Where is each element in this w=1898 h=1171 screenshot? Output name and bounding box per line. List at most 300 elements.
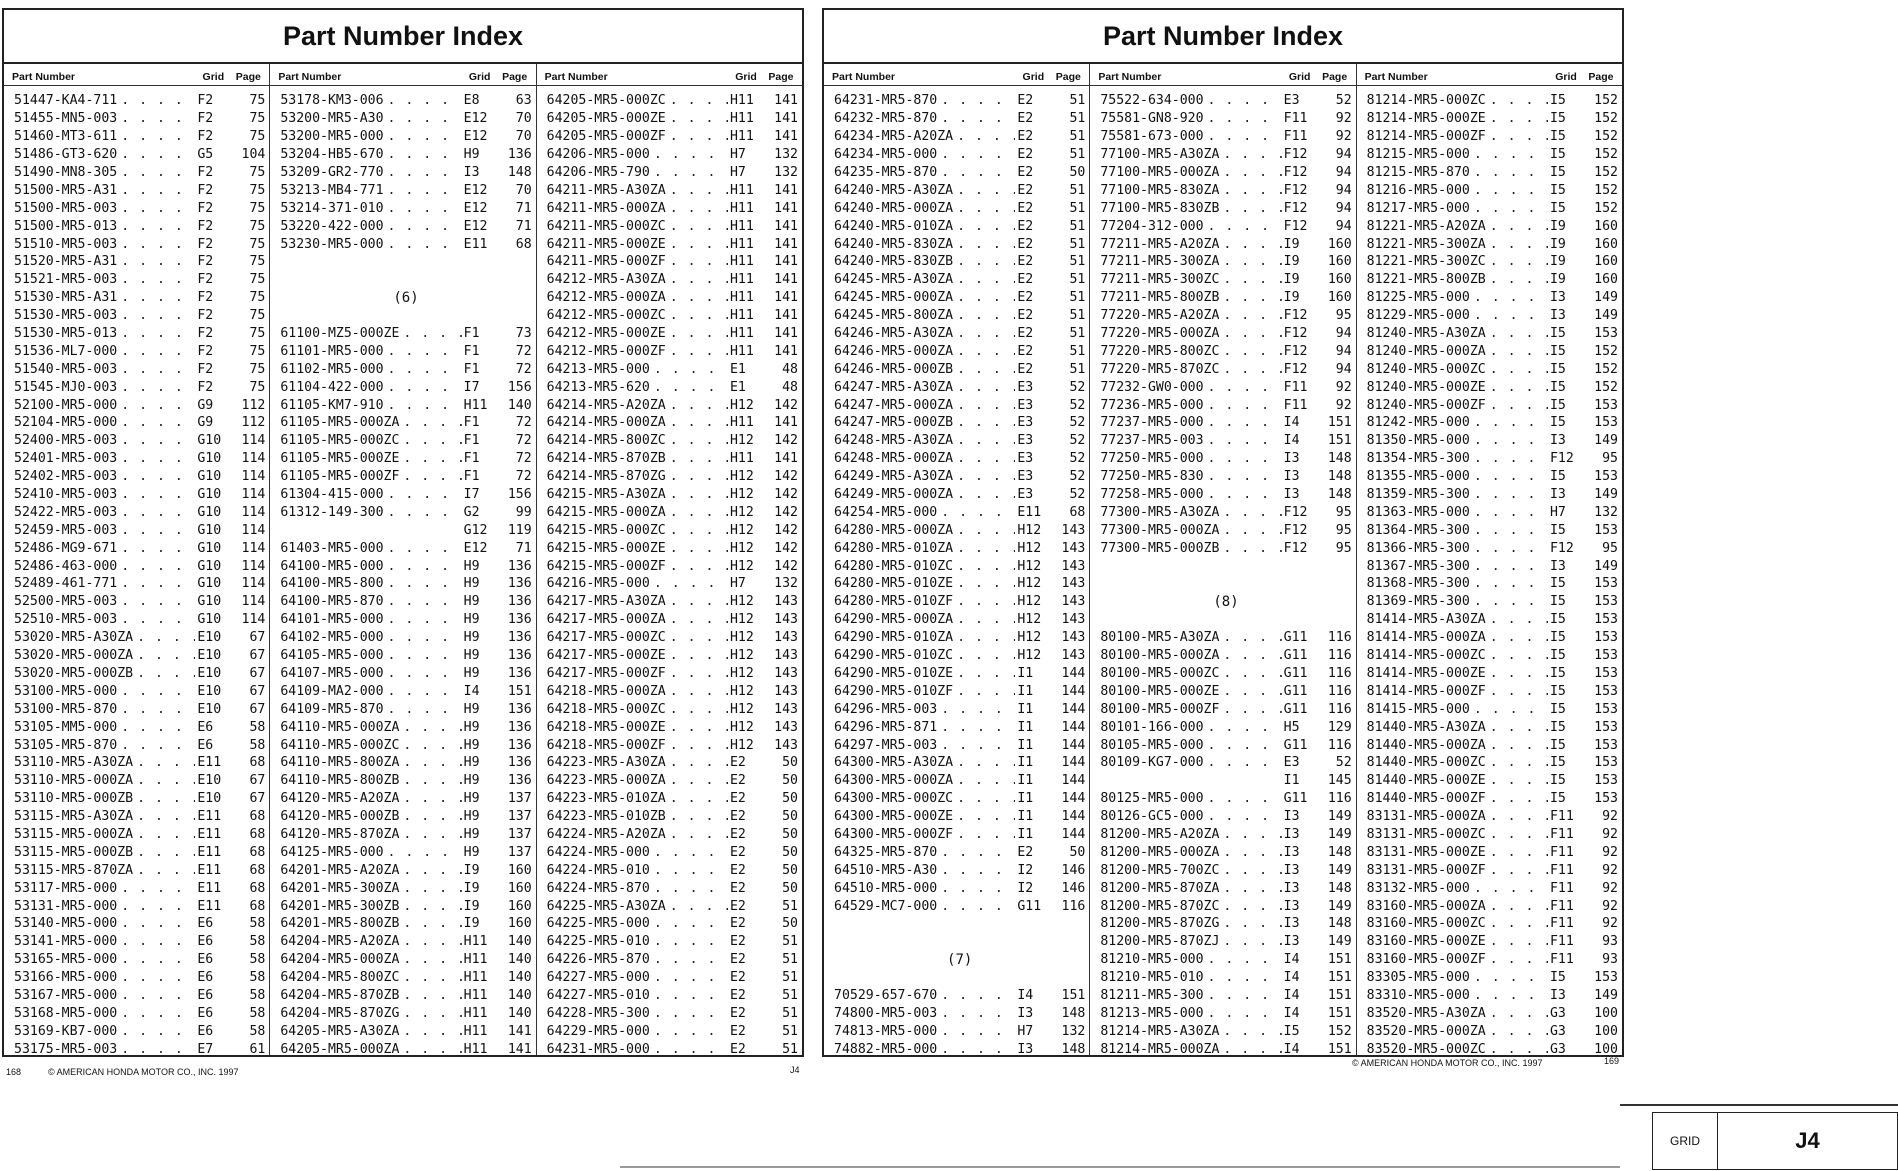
page-ref: 142	[774, 397, 798, 413]
part-number: 61105-MR5-000ZF	[280, 469, 400, 485]
part-number: 64215-MR5-000ZA	[546, 504, 666, 520]
grid-ref: E6	[197, 952, 214, 968]
leader-dots	[399, 433, 461, 448]
grid-ref: E3	[1017, 469, 1034, 485]
table-row	[1357, 1004, 1622, 1022]
page-ref: 152	[1594, 93, 1618, 109]
table-row	[537, 879, 802, 897]
grid-ref: F11	[1549, 952, 1574, 968]
part-number: 64201-MR5-A20ZA	[280, 862, 400, 878]
page-ref: 148	[1327, 844, 1352, 860]
table-row	[4, 754, 269, 772]
table-row	[824, 199, 1089, 217]
part-number: 61312-149-300	[280, 504, 384, 520]
table-row	[4, 843, 269, 861]
part-number: 81240-MR5-A30ZA	[1366, 326, 1486, 342]
leader-dots	[1219, 254, 1281, 269]
table-row	[1090, 718, 1355, 736]
table-row	[270, 342, 535, 360]
page-ref: 75	[249, 343, 266, 359]
leader-dots	[399, 863, 461, 878]
part-number: 53230-MR5-000	[280, 236, 384, 252]
table-row	[1357, 503, 1622, 521]
page-ref: 153	[1594, 773, 1618, 789]
leader-dots	[650, 988, 728, 1003]
footer-copyright: © AMERICAN HONDA MOTOR CO., INC. 1997	[1352, 1058, 1543, 1068]
page-ref: 92	[1602, 916, 1618, 932]
grid-ref: I5	[1549, 111, 1566, 127]
part-number: 81440-MR5-000ZC	[1366, 755, 1486, 771]
table-row	[270, 718, 535, 736]
leader-dots	[666, 559, 728, 574]
page-ref: 148	[1061, 1041, 1086, 1055]
grid-ref: H12	[729, 522, 754, 538]
page-ref: 75	[249, 129, 266, 145]
grid-ref: H7	[729, 165, 746, 180]
header-part-number: Part Number	[1364, 71, 1428, 83]
table-row	[270, 539, 535, 557]
page-ref: 144	[1061, 809, 1086, 825]
table-row	[1357, 539, 1622, 557]
part-number: 64212-MR5-000ZC	[546, 308, 666, 324]
leader-dots	[953, 827, 1015, 842]
leader-dots	[1204, 1006, 1282, 1021]
leader-dots	[1219, 702, 1281, 717]
grid-ref: E2	[1017, 218, 1034, 234]
part-number: 81240-MR5-000ZF	[1366, 397, 1486, 413]
grid-ref: F12	[1283, 182, 1308, 198]
table-row	[270, 593, 535, 611]
leader-dots	[117, 111, 195, 126]
page-ref: 149	[1327, 809, 1352, 825]
page-ref: 142	[774, 558, 798, 574]
grid-ref: E12	[463, 129, 488, 145]
page-ref: 149	[1594, 487, 1618, 503]
part-number: 77250-MR5-830	[1100, 469, 1204, 485]
leader-dots	[1204, 111, 1282, 126]
table-row	[824, 110, 1089, 128]
table-row	[1357, 861, 1622, 879]
table-row	[270, 790, 535, 808]
page-ref: 58	[249, 1023, 266, 1039]
part-number: 77232-GW0-000	[1100, 379, 1204, 395]
part-number: 64240-MR5-010ZA	[834, 218, 954, 234]
leader-dots	[133, 791, 195, 806]
leader-dots	[1204, 755, 1282, 770]
grid-ref: I5	[1549, 630, 1566, 646]
grid-ref: H7	[729, 576, 746, 592]
grid-ref: I7	[463, 379, 480, 395]
table-row	[4, 342, 269, 360]
part-number: 81221-MR5-300ZC	[1366, 254, 1486, 270]
part-number: 81229-MR5-000	[1366, 308, 1470, 324]
part-number: 61105-MR5-000ZA	[280, 415, 400, 431]
leader-dots	[1470, 469, 1548, 484]
table-row	[270, 575, 535, 593]
table-row	[270, 647, 535, 665]
leader-dots	[1486, 648, 1548, 663]
page-ref: 140	[507, 934, 532, 950]
page-ref: 52	[1069, 415, 1086, 431]
grid-ref: H9	[463, 791, 480, 807]
part-number: 64205-MR5-000ZF	[546, 129, 666, 145]
page-ref: 67	[249, 648, 266, 664]
part-number: 51530-MR5-A31	[14, 290, 118, 306]
leader-dots	[666, 219, 728, 234]
grid-ref: I5	[1549, 343, 1566, 359]
grid-ref: I5	[1549, 147, 1566, 163]
table-row	[1357, 736, 1622, 754]
page-ref: 51	[782, 952, 798, 968]
table-row	[824, 539, 1089, 557]
page-ref: 144	[1061, 773, 1086, 789]
leader-dots	[117, 612, 195, 627]
leader-dots	[1470, 147, 1548, 162]
grid-ref: H12	[729, 504, 754, 520]
table-row	[1090, 736, 1355, 754]
grid-ref: G10	[197, 451, 222, 467]
part-number: 64280-MR5-010ZF	[834, 594, 954, 610]
part-number: 81364-MR5-300	[1366, 522, 1470, 538]
page-ref: 51	[782, 898, 798, 914]
grid-ref: I4	[1283, 1005, 1300, 1021]
grid-ref: I1	[1017, 826, 1034, 842]
leader-dots	[953, 290, 1015, 305]
part-number: 81215-MR5-000	[1366, 147, 1470, 163]
table-row	[1090, 647, 1355, 665]
page-ref: 51	[1069, 272, 1086, 288]
table-row	[537, 164, 802, 182]
table-row	[270, 164, 535, 182]
table-row	[537, 325, 802, 343]
grid-ref: E7	[197, 1041, 214, 1055]
leader-dots	[117, 916, 195, 931]
table-row	[1090, 861, 1355, 879]
table-row	[1090, 772, 1355, 790]
part-number: 64280-MR5-010ZC	[834, 558, 954, 574]
grid-ref: E2	[729, 987, 746, 1003]
table-row	[4, 325, 269, 343]
grid-ref: E2	[729, 916, 746, 932]
leader-dots	[953, 380, 1015, 395]
grid-ref: F11	[1549, 880, 1574, 896]
part-number: 53020-MR5-000ZA	[14, 648, 134, 664]
leader-dots	[1486, 93, 1548, 108]
part-number: 64218-MR5-000ZC	[546, 701, 666, 717]
leader-dots	[666, 612, 728, 627]
grid-ref: E2	[729, 1023, 746, 1039]
part-number: 83131-MR5-000ZF	[1366, 862, 1486, 878]
grid-ref: I1	[1017, 737, 1034, 753]
page-ref: 151	[1327, 415, 1352, 431]
page-ref: 141	[774, 182, 798, 198]
table-row	[537, 575, 802, 593]
grid-ref: I1	[1017, 809, 1034, 825]
grid-ref: I5	[1549, 576, 1566, 592]
part-number: 64212-MR5-000ZA	[546, 290, 666, 306]
page-ref: 142	[774, 504, 798, 520]
leader-dots	[1486, 398, 1548, 413]
grid-ref: G5	[197, 147, 214, 163]
grid-ref: I5	[1549, 594, 1566, 610]
table-row	[537, 897, 802, 915]
page-ref: 140	[507, 952, 532, 968]
part-number: 64120-MR5-000ZB	[280, 809, 400, 825]
grid-ref: F11	[1549, 844, 1574, 860]
part-number: 61104-422-000	[280, 379, 384, 395]
leader-dots	[384, 219, 462, 234]
page-ref: 58	[249, 987, 266, 1003]
part-number: 64213-MR5-000	[546, 361, 650, 377]
grid-ref: I9	[1549, 254, 1566, 270]
grid-ref: I1	[1017, 791, 1034, 807]
grid-ref: E3	[1283, 93, 1300, 109]
part-number: 61304-415-000	[280, 487, 384, 503]
page-ref: 153	[1594, 970, 1618, 986]
leader-dots	[1486, 755, 1548, 770]
part-number: 64214-MR5-870ZB	[546, 451, 666, 467]
page-ref: 116	[1327, 648, 1352, 664]
page-ref: 160	[507, 862, 532, 878]
leader-dots	[117, 881, 195, 896]
grid-ref: G11	[1283, 630, 1308, 646]
table-row	[824, 629, 1089, 647]
grid-ref: I3	[1283, 451, 1300, 467]
table-row	[1090, 539, 1355, 557]
table-row	[824, 879, 1089, 897]
grid-ref: H12	[729, 487, 754, 503]
leader-dots	[1470, 183, 1548, 198]
table-row	[1357, 289, 1622, 307]
leader-dots	[1219, 845, 1281, 860]
table-row	[537, 1022, 802, 1040]
part-number: 81414-MR5-000ZA	[1366, 630, 1486, 646]
leader-dots	[1204, 988, 1282, 1003]
part-number: 64225-MR5-A30ZA	[546, 898, 666, 914]
page-ref: 136	[507, 612, 532, 628]
table-row	[4, 987, 269, 1005]
leader-dots	[666, 702, 728, 717]
grid-ref: G10	[197, 504, 222, 520]
table-row	[824, 235, 1089, 253]
table-row	[270, 736, 535, 754]
grid-ref: E8	[463, 93, 480, 109]
page-ref: 143	[774, 683, 798, 699]
page-ref: 67	[249, 665, 266, 681]
part-number: 64248-MR5-A30ZA	[834, 433, 954, 449]
grid-ref: H12	[1017, 612, 1042, 628]
leader-dots	[399, 773, 461, 788]
page-ref: 114	[241, 504, 266, 520]
page-ref: 142	[774, 433, 798, 449]
table-row	[537, 199, 802, 217]
part-number: 53140-MR5-000	[14, 916, 118, 932]
table-row	[537, 92, 802, 110]
blank-row	[1090, 611, 1355, 629]
leader-dots	[1486, 916, 1548, 931]
page-ref: 95	[1335, 540, 1352, 556]
left-index-page	[2, 8, 804, 1057]
page-ref: 95	[1335, 522, 1352, 538]
table-row	[537, 450, 802, 468]
grid-ref: H11	[463, 970, 488, 986]
part-number: 53204-HB5-670	[280, 147, 384, 163]
page-ref: 116	[1327, 701, 1352, 717]
table-row	[4, 736, 269, 754]
leader-dots	[117, 523, 195, 538]
grid-ref: G10	[197, 540, 222, 556]
part-number: 77211-MR5-300ZC	[1100, 272, 1220, 288]
grid-ref: H12	[1017, 648, 1042, 664]
part-number: 80105-MR5-000	[1100, 737, 1204, 753]
leader-dots	[1486, 684, 1548, 699]
leader-dots	[1219, 308, 1281, 323]
part-number: 64109-MA2-000	[280, 683, 384, 699]
grid-label: GRID	[1653, 1113, 1718, 1169]
grid-ref: H5	[1283, 719, 1300, 735]
grid-ref: H12	[729, 630, 754, 646]
page-ref: 75	[249, 379, 266, 395]
grid-ref: E2	[729, 826, 746, 842]
page-ref: 141	[774, 129, 798, 145]
table-row	[270, 199, 535, 217]
table-row	[824, 575, 1089, 593]
grid-ref: I3	[1283, 844, 1300, 860]
grid-ref: F2	[197, 165, 214, 180]
page-ref: 149	[1327, 862, 1352, 878]
table-row	[824, 146, 1089, 164]
grid-ref: I4	[1283, 433, 1300, 449]
leader-dots	[1204, 380, 1282, 395]
part-number: 81368-MR5-300	[1366, 576, 1470, 592]
leader-dots	[666, 720, 728, 735]
table-row	[824, 325, 1089, 343]
leader-dots	[953, 576, 1015, 591]
grid-ref: I9	[1283, 272, 1300, 288]
leader-dots	[117, 93, 195, 108]
part-number: 64212-MR5-000ZE	[546, 326, 666, 342]
grid-ref: E6	[197, 916, 214, 932]
part-number: 64223-MR5-010ZB	[546, 809, 666, 825]
leader-dots	[953, 684, 1015, 699]
part-number: 53167-MR5-000	[14, 987, 118, 1003]
table-row	[537, 718, 802, 736]
page-ref: 92	[1602, 880, 1618, 896]
table-row	[270, 235, 535, 253]
part-number: 51536-ML7-000	[14, 343, 118, 359]
page-ref: 58	[249, 970, 266, 986]
leader-dots	[399, 1042, 461, 1055]
page-ref: 112	[241, 415, 266, 431]
grid-ref: F12	[1283, 218, 1308, 234]
leader-dots	[953, 344, 1015, 359]
part-number: 64226-MR5-870	[546, 952, 650, 968]
page-ref: 51	[1069, 147, 1086, 163]
leader-dots	[666, 594, 728, 609]
grid-ref: F1	[463, 451, 480, 467]
page-ref: 149	[1327, 826, 1352, 842]
header-grid: Grid	[1022, 71, 1045, 83]
part-number: 83520-MR5-000ZC	[1366, 1041, 1486, 1055]
page-ref: 72	[515, 433, 532, 449]
table-row	[1357, 92, 1622, 110]
part-number: 77220-MR5-000ZA	[1100, 326, 1220, 342]
table-row	[1090, 199, 1355, 217]
page-ref: 141	[774, 272, 798, 288]
table-row	[1090, 951, 1355, 969]
grid-ref: E2	[1017, 326, 1034, 342]
page-ref: 151	[507, 683, 532, 699]
leader-dots	[1470, 881, 1548, 896]
table-row	[270, 414, 535, 432]
part-number: 53166-MR5-000	[14, 970, 118, 986]
leader-dots	[1486, 326, 1548, 341]
table-row	[537, 307, 802, 325]
leader-dots	[937, 845, 1015, 860]
leader-dots	[1219, 183, 1281, 198]
leader-dots	[117, 290, 195, 305]
leader-dots	[133, 845, 195, 860]
table-row	[1357, 414, 1622, 432]
column-header	[4, 64, 269, 86]
page-ref: 143	[774, 719, 798, 735]
grid-ref: E2	[729, 773, 746, 789]
leader-dots	[650, 952, 728, 967]
leader-dots	[650, 1006, 728, 1021]
part-number: 52422-MR5-003	[14, 504, 118, 520]
grid-ref: I5	[1549, 200, 1566, 216]
page-ref: 153	[1594, 594, 1618, 610]
table-row	[824, 861, 1089, 879]
leader-dots	[1486, 129, 1548, 144]
page-ref: 72	[515, 469, 532, 485]
leader-dots	[937, 93, 1015, 108]
footer-page-number: 169	[1604, 1056, 1620, 1066]
leader-dots	[666, 773, 728, 788]
page-ref: 92	[1602, 826, 1618, 842]
table-row	[4, 897, 269, 915]
leader-dots	[666, 809, 728, 824]
leader-dots	[133, 827, 195, 842]
part-number: 64248-MR5-000ZA	[834, 451, 954, 467]
leader-dots	[953, 254, 1015, 269]
table-row	[270, 325, 535, 343]
grid-ref: G11	[1017, 898, 1042, 914]
part-number: 64110-MR5-000ZA	[280, 719, 400, 735]
grid-ref: E2	[1017, 165, 1034, 180]
leader-dots	[666, 290, 728, 305]
blank-row	[824, 933, 1089, 951]
grid-ref: E6	[197, 970, 214, 986]
table-row	[270, 987, 535, 1005]
part-number: 53213-MB4-771	[280, 182, 384, 198]
grid-ref: H12	[729, 737, 754, 753]
table-row	[4, 1040, 269, 1055]
part-number: 61100-MZ5-000ZE	[280, 326, 400, 342]
column-header	[1357, 64, 1622, 86]
leader-dots	[1204, 952, 1282, 967]
page-ref: 100	[1594, 1005, 1618, 1021]
page-ref: 160	[1327, 254, 1352, 270]
table-row	[824, 682, 1089, 700]
table-row	[537, 217, 802, 235]
part-number: 81369-MR5-300	[1366, 594, 1470, 610]
table-row	[537, 128, 802, 146]
page-ref: 94	[1335, 147, 1352, 163]
grid-ref: H9	[463, 576, 480, 592]
page-ref: 151	[1061, 987, 1086, 1003]
leader-dots	[117, 272, 195, 287]
